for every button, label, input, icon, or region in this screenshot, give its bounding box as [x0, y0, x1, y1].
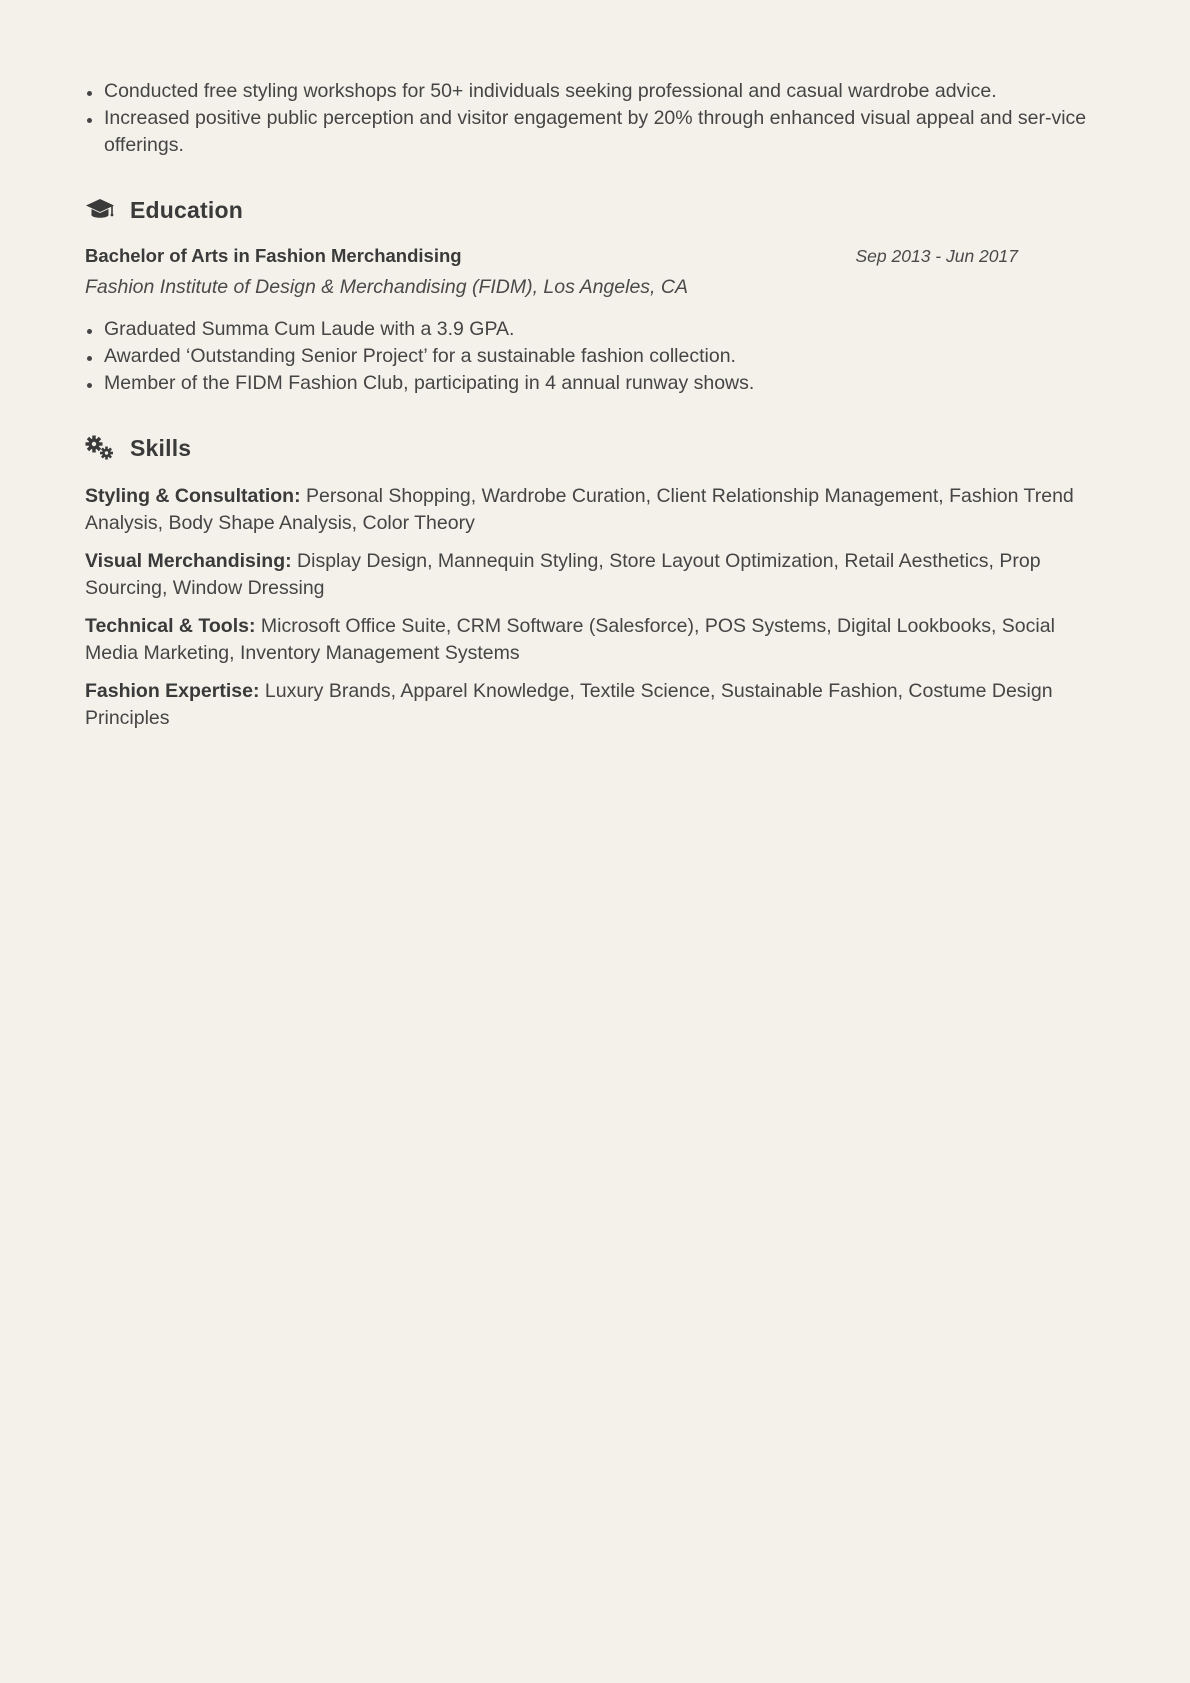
- education-section-heading: [85, 195, 1105, 225]
- education-bullet-list: [85, 316, 1105, 397]
- experience-bullet: Conducted free styling workshops for 50+ individuals seeking professional and casual wardrobe advice.: [85, 78, 1105, 105]
- gears-icon: [85, 433, 117, 463]
- degree-title: Bachelor of Arts in Fashion Merchandising: [85, 245, 462, 266]
- education-dates: Sep 2013 - Jun 2017: [855, 246, 1018, 266]
- education-bullet: Graduated Summa Cum Laude with a 3.9 GPA.: [85, 316, 1105, 343]
- skills-heading: Skills: [130, 434, 192, 461]
- skill-group-label: Visual Merchandising:: [85, 550, 298, 572]
- experience-bullet: Increased positive public perception and visitor engagement by 20% through enhanced visual appeal and ser-vice offerings.: [85, 105, 1105, 159]
- education-heading: Education: [130, 196, 243, 223]
- skill-group: [85, 678, 1105, 732]
- education-bullet: Member of the FIDM Fashion Club, participating in 4 annual runway shows.: [85, 370, 1105, 397]
- skills-section-heading: [85, 433, 1105, 463]
- skill-group-items: Luxury Brands, Apparel Knowledge, Textile Science, Sustainable Fashion, Costume Design Principles: [85, 680, 1053, 729]
- skill-group-items: Microsoft Office Suite, CRM Software (Salesforce), POS Systems, Digital Lookbooks, Social Media Marketing, Inventory Management Systems: [85, 615, 1055, 664]
- resume-page: [85, 78, 1105, 743]
- school-name: Fashion Institute of Design & Merchandising (FIDM), Los Angeles, CA: [85, 276, 688, 298]
- education-entry-header: [85, 245, 1018, 267]
- skill-group: [85, 613, 1105, 667]
- education-bullet: Awarded ‘Outstanding Senior Project’ for a sustainable fashion collection.: [85, 343, 1105, 370]
- skill-group: [85, 483, 1105, 537]
- experience-bullet-list: [85, 78, 1105, 159]
- graduation-cap-icon: [85, 195, 117, 225]
- skill-group: [85, 548, 1105, 602]
- skill-group-label: Technical & Tools:: [85, 615, 261, 637]
- skill-group-label: Fashion Expertise:: [85, 680, 265, 702]
- skill-group-items: Personal Shopping, Wardrobe Curation, Client Relationship Management, Fashion Trend Analysis, Body Shape Analysis, Color Theory: [85, 485, 1074, 534]
- skill-group-label: Styling & Consultation:: [85, 485, 306, 507]
- skills-list: [85, 483, 1105, 732]
- skill-group-items: Display Design, Mannequin Styling, Store Layout Optimization, Retail Aesthetics, Prop Sourcing, Window Dressing: [85, 550, 1041, 599]
